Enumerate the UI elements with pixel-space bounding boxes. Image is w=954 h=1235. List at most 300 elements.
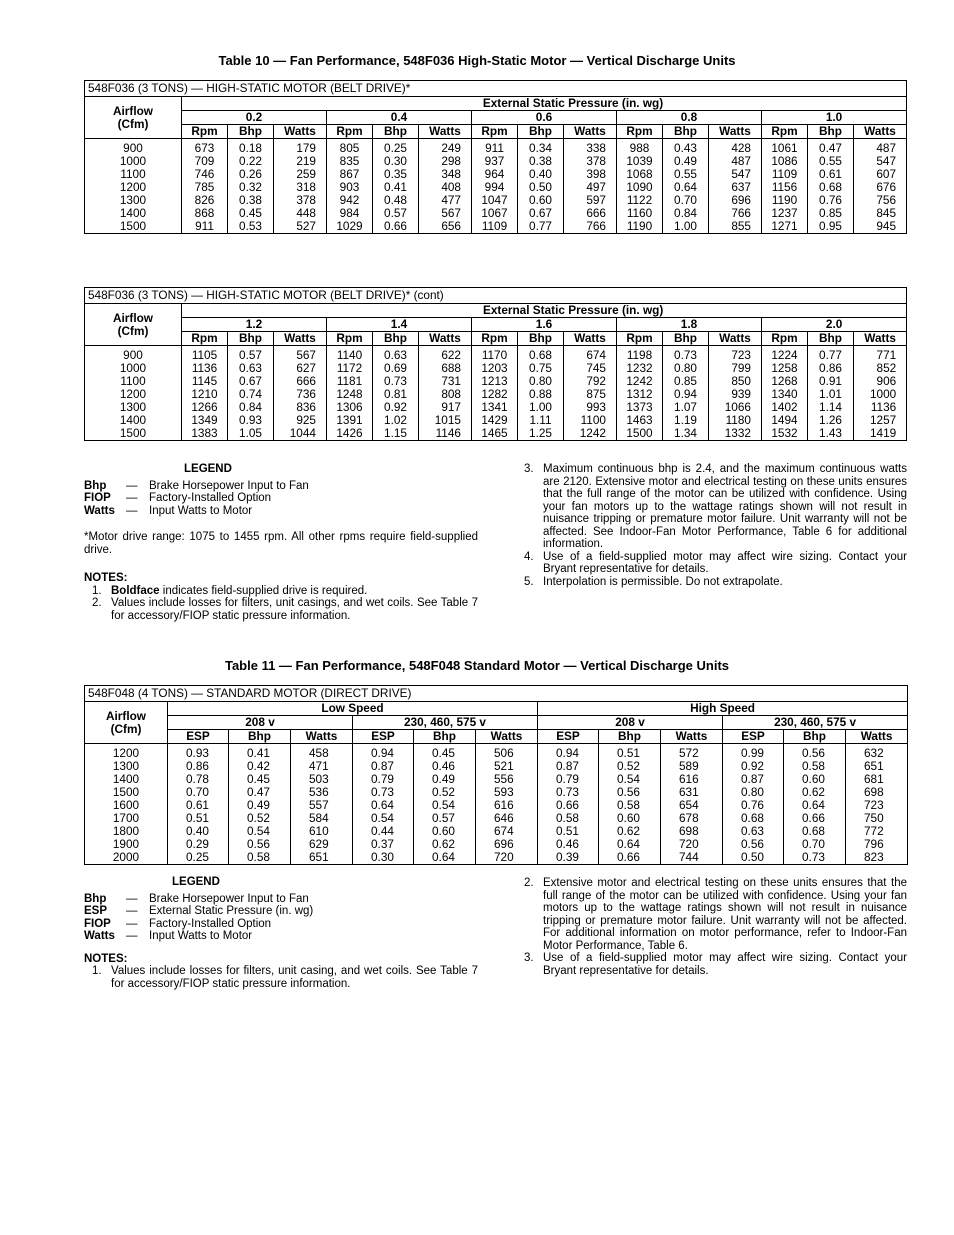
note-5: 5. Interpolation is permissible. Do not extrapolate. <box>524 575 783 588</box>
value-cell: 942 <box>327 194 373 207</box>
airflow-unit: (Cfm) <box>117 116 149 131</box>
airflow-cell: 1700 <box>85 812 168 825</box>
legend-key: FIOP <box>84 917 111 930</box>
airflow-unit: (Cfm) <box>110 721 142 736</box>
column-label: Bhp <box>808 332 854 346</box>
legend-row <box>84 918 478 931</box>
value-cell: 0.91 <box>808 375 854 388</box>
column-label: Watts <box>709 125 762 139</box>
value-cell: 589 <box>661 760 723 773</box>
airflow-cell: 1800 <box>85 825 168 838</box>
value-cell: 0.81 <box>373 388 419 401</box>
note-2: 2. Values include losses for filters, unit casings, and wet coils. See Table 7 for accessory/FIOP static pressure information. <box>92 597 478 622</box>
airflow-cell: 1400 <box>85 773 168 786</box>
value-cell: 0.66 <box>373 220 419 234</box>
legend-key: Watts <box>84 504 115 517</box>
value-cell: 1340 <box>762 388 808 401</box>
value-cell: 0.80 <box>518 375 564 388</box>
value-cell: 0.86 <box>808 362 854 375</box>
value-cell: 875 <box>564 388 617 401</box>
value-cell: 0.25 <box>168 851 229 865</box>
value-cell: 1.11 <box>518 414 564 427</box>
value-cell: 1047 <box>472 194 518 207</box>
value-cell: 0.62 <box>599 825 661 838</box>
value-cell: 0.45 <box>229 773 291 786</box>
value-cell: 0.56 <box>229 838 291 851</box>
value-cell: 506 <box>476 744 538 761</box>
value-cell: 698 <box>661 825 723 838</box>
legend-dash: — <box>126 504 138 517</box>
value-cell: 0.66 <box>538 799 599 812</box>
column-label: Rpm <box>617 332 663 346</box>
value-cell: 0.45 <box>414 744 476 761</box>
value-cell: 678 <box>661 812 723 825</box>
value-cell: 521 <box>476 760 538 773</box>
value-cell: 835 <box>327 155 373 168</box>
value-cell: 867 <box>327 168 373 181</box>
note-3: 3. Maximum continuous bhp is 2.4, and the maximum continuous watts are 2120. Extensive motor and electrical testing on these units ensures that the full range of the motor can be utilized with confidence. Using your fan motors up to the wattage ratings shown will not result in nuisance tripping or premature motor failure. Unit warranty will not be affected. See Indoor-Fan Motor Performance, Table 6 for additional information. <box>524 463 907 550</box>
column-label: Watts <box>854 332 907 346</box>
value-cell: 0.30 <box>353 851 414 865</box>
value-cell: 318 <box>274 181 327 194</box>
value-cell: 0.47 <box>229 786 291 799</box>
value-cell: 745 <box>564 362 617 375</box>
value-cell: 1232 <box>617 362 663 375</box>
legend-desc: Factory-Installed Option <box>149 917 272 930</box>
value-cell: 0.64 <box>599 838 661 851</box>
legend-dash: — <box>126 917 138 930</box>
value-cell: 925 <box>274 414 327 427</box>
value-cell: 1224 <box>762 346 808 363</box>
value-cell: 0.40 <box>518 168 564 181</box>
value-cell: 0.57 <box>228 346 274 363</box>
value-cell: 723 <box>709 346 762 363</box>
value-cell: 0.79 <box>353 773 414 786</box>
notes-list <box>84 585 478 623</box>
value-cell: 1140 <box>327 346 373 363</box>
legend-list <box>84 480 478 518</box>
note-4: 4. Use of a field-supplied motor may affect wire sizing. Contact your Bryant representative for details. <box>524 550 907 575</box>
pressure-header: 1.0 <box>762 111 907 125</box>
value-cell: 0.63 <box>373 346 419 363</box>
value-cell: 1248 <box>327 388 373 401</box>
value-cell: 0.56 <box>784 744 846 761</box>
value-cell: 0.79 <box>538 773 599 786</box>
legend-dash: — <box>126 930 138 942</box>
value-cell: 0.55 <box>663 168 709 181</box>
value-cell: 0.94 <box>538 744 599 761</box>
value-cell: 0.45 <box>228 207 274 220</box>
value-cell: 398 <box>564 168 617 181</box>
pressure-header: 1.2 <box>182 318 327 332</box>
pressure-header: 0.8 <box>617 111 762 125</box>
value-cell: 0.58 <box>784 760 846 773</box>
value-cell: 666 <box>564 207 617 220</box>
value-cell: 1029 <box>327 220 373 234</box>
value-cell: 593 <box>476 786 538 799</box>
motor-drive-footnote: *Motor drive range: 1075 to 1455 rpm. All other rpms require field-supplied drive. <box>84 531 478 556</box>
column-label: Watts <box>476 730 538 744</box>
value-cell: 0.44 <box>353 825 414 838</box>
value-cell: 917 <box>419 401 472 414</box>
value-cell: 746 <box>182 168 228 181</box>
value-cell: 1282 <box>472 388 518 401</box>
value-cell: 698 <box>846 786 908 799</box>
value-cell: 1.01 <box>808 388 854 401</box>
column-label-row <box>85 125 907 139</box>
value-cell: 1.00 <box>518 401 564 414</box>
value-cell: 1237 <box>762 207 808 220</box>
legend-desc: Input Watts to Motor <box>149 504 253 517</box>
value-cell: 0.34 <box>518 139 564 156</box>
value-cell: 503 <box>291 773 353 786</box>
value-cell: 906 <box>854 375 907 388</box>
table-row <box>85 139 907 156</box>
value-cell: 0.51 <box>599 744 661 761</box>
legend-row <box>84 930 478 943</box>
value-cell: 0.37 <box>353 838 414 851</box>
low-speed-header: Low Speed <box>168 702 538 716</box>
note-1: 1. Values include losses for filters, unit casing, and wet coils. See Table 7 for accessory/FIOP static pressure information. <box>92 965 478 990</box>
column-label: Watts <box>661 730 723 744</box>
value-cell: 0.38 <box>228 194 274 207</box>
value-cell: 556 <box>476 773 538 786</box>
column-label: Rpm <box>327 332 373 346</box>
value-cell: 984 <box>327 207 373 220</box>
airflow-header <box>85 304 182 346</box>
value-cell: 378 <box>564 155 617 168</box>
column-label: Bhp <box>518 332 564 346</box>
column-label: Rpm <box>617 125 663 139</box>
value-cell: 1044 <box>274 427 327 441</box>
column-label: Watts <box>564 332 617 346</box>
value-cell: 666 <box>274 375 327 388</box>
value-cell: 651 <box>291 851 353 865</box>
value-cell: 0.29 <box>168 838 229 851</box>
value-cell: 1271 <box>762 220 808 234</box>
legend-row <box>84 480 478 493</box>
pressure-header: 1.8 <box>617 318 762 332</box>
value-cell: 1066 <box>709 401 762 414</box>
value-cell: 0.49 <box>663 155 709 168</box>
value-cell: 0.64 <box>353 799 414 812</box>
value-cell: 0.49 <box>414 773 476 786</box>
value-cell: 1015 <box>419 414 472 427</box>
caption-row <box>85 81 907 97</box>
value-cell: 0.46 <box>538 838 599 851</box>
value-cell: 0.49 <box>229 799 291 812</box>
value-cell: 616 <box>661 773 723 786</box>
value-cell: 850 <box>709 375 762 388</box>
value-cell: 1190 <box>617 220 663 234</box>
column-label: Watts <box>291 730 353 744</box>
legend-row <box>84 505 478 518</box>
value-cell: 0.53 <box>228 220 274 234</box>
value-cell: 796 <box>846 838 908 851</box>
airflow-header <box>85 702 168 744</box>
legend-key: ESP <box>84 905 108 917</box>
column-label: Bhp <box>663 125 709 139</box>
value-cell: 0.94 <box>353 744 414 761</box>
column-label: Bhp <box>599 730 661 744</box>
value-cell: 0.51 <box>538 825 599 838</box>
value-cell: 1242 <box>617 375 663 388</box>
value-cell: 1383 <box>182 427 228 441</box>
column-label: Bhp <box>373 125 419 139</box>
value-cell: 0.38 <box>518 155 564 168</box>
value-cell: 0.56 <box>599 786 661 799</box>
value-cell: 622 <box>419 346 472 363</box>
value-cell: 808 <box>419 388 472 401</box>
note-1-bold: Boldface <box>111 584 160 597</box>
value-cell: 1181 <box>327 375 373 388</box>
value-cell: 1100 <box>564 414 617 427</box>
pressure-row <box>85 318 907 332</box>
table-row <box>85 851 908 865</box>
value-cell: 1419 <box>854 427 907 441</box>
column-label: Watts <box>854 125 907 139</box>
value-cell: 1494 <box>762 414 808 427</box>
value-cell: 631 <box>661 786 723 799</box>
column-label: Rpm <box>472 125 518 139</box>
column-label: Rpm <box>182 332 228 346</box>
value-cell: 527 <box>274 220 327 234</box>
airflow-cell: 1200 <box>85 388 182 401</box>
legend-dash: — <box>126 892 138 905</box>
value-cell: 823 <box>846 851 908 865</box>
airflow-cell: 1300 <box>85 760 168 773</box>
airflow-cell: 1500 <box>85 786 168 799</box>
value-cell: 0.50 <box>723 851 784 865</box>
value-cell: 736 <box>274 388 327 401</box>
column-label: Watts <box>846 730 908 744</box>
value-cell: 0.58 <box>538 812 599 825</box>
value-cell: 1198 <box>617 346 663 363</box>
airflow-label: Airflow <box>113 103 153 118</box>
notes-title: NOTES: <box>84 952 128 965</box>
value-cell: 1463 <box>617 414 663 427</box>
table11 <box>84 685 908 865</box>
value-cell: 477 <box>419 194 472 207</box>
column-label: Bhp <box>414 730 476 744</box>
column-label: Bhp <box>518 125 564 139</box>
value-cell: 632 <box>846 744 908 761</box>
column-label: Rpm <box>762 125 808 139</box>
value-cell: 1145 <box>182 375 228 388</box>
value-cell: 0.46 <box>414 760 476 773</box>
header-row-1 <box>85 304 907 318</box>
value-cell: 1429 <box>472 414 518 427</box>
value-cell: 0.80 <box>723 786 784 799</box>
value-cell: 0.73 <box>373 375 419 388</box>
value-cell: 0.87 <box>538 760 599 773</box>
column-label: Rpm <box>762 332 808 346</box>
value-cell: 348 <box>419 168 472 181</box>
value-cell: 567 <box>419 207 472 220</box>
value-cell: 1.02 <box>373 414 419 427</box>
value-cell: 1.15 <box>373 427 419 441</box>
value-cell: 1332 <box>709 427 762 441</box>
value-cell: 0.61 <box>168 799 229 812</box>
value-cell: 567 <box>274 346 327 363</box>
value-cell: 0.88 <box>518 388 564 401</box>
value-cell: 1039 <box>617 155 663 168</box>
value-cell: 964 <box>472 168 518 181</box>
value-cell: 298 <box>419 155 472 168</box>
value-cell: 0.70 <box>168 786 229 799</box>
column-label: ESP <box>723 730 784 744</box>
value-cell: 487 <box>854 139 907 156</box>
esp-header: External Static Pressure (in. wg) <box>182 304 907 318</box>
voltage-row <box>85 716 908 730</box>
value-cell: 1306 <box>327 401 373 414</box>
value-cell: 855 <box>709 220 762 234</box>
legend-dash: — <box>126 905 138 917</box>
value-cell: 744 <box>661 851 723 865</box>
table-row <box>85 220 907 234</box>
value-cell: 0.54 <box>353 812 414 825</box>
value-cell: 0.55 <box>808 155 854 168</box>
value-cell: 408 <box>419 181 472 194</box>
value-cell: 0.66 <box>599 851 661 865</box>
airflow-cell: 1200 <box>85 744 168 761</box>
value-cell: 0.25 <box>373 139 419 156</box>
value-cell: 1213 <box>472 375 518 388</box>
value-cell: 836 <box>274 401 327 414</box>
value-cell: 0.52 <box>414 786 476 799</box>
value-cell: 637 <box>709 181 762 194</box>
pressure-header: 0.2 <box>182 111 327 125</box>
value-cell: 0.73 <box>353 786 414 799</box>
value-cell: 988 <box>617 139 663 156</box>
airflow-cell: 1400 <box>85 207 182 220</box>
value-cell: 0.68 <box>784 825 846 838</box>
value-cell: 1.43 <box>808 427 854 441</box>
header-row-1 <box>85 97 907 111</box>
value-cell: 1266 <box>182 401 228 414</box>
value-cell: 627 <box>274 362 327 375</box>
note-1: 1. Boldface indicates field-supplied drive is required. <box>92 584 368 597</box>
column-label: Bhp <box>663 332 709 346</box>
value-cell: 1109 <box>472 220 518 234</box>
column-label: Rpm <box>182 125 228 139</box>
voltage-header: 230, 460, 575 v <box>723 716 908 730</box>
airflow-header <box>85 97 182 139</box>
value-cell: 903 <box>327 181 373 194</box>
column-label: Bhp <box>228 332 274 346</box>
value-cell: 868 <box>182 207 228 220</box>
airflow-cell: 1100 <box>85 168 182 181</box>
value-cell: 0.50 <box>518 181 564 194</box>
value-cell: 1172 <box>327 362 373 375</box>
value-cell: 0.63 <box>723 825 784 838</box>
value-cell: 1122 <box>617 194 663 207</box>
column-label: Bhp <box>229 730 291 744</box>
value-cell: 646 <box>476 812 538 825</box>
value-cell: 1.25 <box>518 427 564 441</box>
airflow-cell: 900 <box>85 139 182 156</box>
value-cell: 0.85 <box>808 207 854 220</box>
value-cell: 0.58 <box>229 851 291 865</box>
value-cell: 656 <box>419 220 472 234</box>
value-cell: 471 <box>291 760 353 773</box>
airflow-unit: (Cfm) <box>117 323 149 338</box>
value-cell: 674 <box>564 346 617 363</box>
value-cell: 0.60 <box>599 812 661 825</box>
value-cell: 1068 <box>617 168 663 181</box>
value-cell: 826 <box>182 194 228 207</box>
pressure-header: 0.6 <box>472 111 617 125</box>
value-cell: 1146 <box>419 427 472 441</box>
value-cell: 259 <box>274 168 327 181</box>
value-cell: 1268 <box>762 375 808 388</box>
table10-part2 <box>84 287 907 441</box>
value-cell: 1373 <box>617 401 663 414</box>
value-cell: 939 <box>709 388 762 401</box>
legend-desc: Input Watts to Motor <box>149 930 253 942</box>
value-cell: 674 <box>476 825 538 838</box>
value-cell: 0.87 <box>353 760 414 773</box>
legend-desc: External Static Pressure (in. wg) <box>149 905 314 917</box>
value-cell: 1190 <box>762 194 808 207</box>
value-cell: 0.54 <box>414 799 476 812</box>
value-cell: 0.69 <box>373 362 419 375</box>
legend-row <box>84 905 478 918</box>
value-cell: 0.39 <box>538 851 599 865</box>
value-cell: 1136 <box>182 362 228 375</box>
legend-title: LEGEND <box>184 463 232 475</box>
value-cell: 681 <box>846 773 908 786</box>
value-cell: 1160 <box>617 207 663 220</box>
value-cell: 448 <box>274 207 327 220</box>
value-cell: 0.93 <box>228 414 274 427</box>
value-cell: 945 <box>854 220 907 234</box>
legend-key: Watts <box>84 930 115 942</box>
value-cell: 799 <box>709 362 762 375</box>
voltage-header: 208 v <box>538 716 723 730</box>
value-cell: 0.73 <box>663 346 709 363</box>
column-label: Watts <box>419 332 472 346</box>
value-cell: 1090 <box>617 181 663 194</box>
value-cell: 845 <box>854 207 907 220</box>
value-cell: 0.84 <box>663 207 709 220</box>
value-cell: 0.94 <box>663 388 709 401</box>
speed-row <box>85 702 908 716</box>
value-cell: 1402 <box>762 401 808 414</box>
value-cell: 937 <box>472 155 518 168</box>
value-cell: 785 <box>182 181 228 194</box>
value-cell: 1.00 <box>663 220 709 234</box>
column-label: Watts <box>274 332 327 346</box>
value-cell: 0.42 <box>229 760 291 773</box>
airflow-cell: 1000 <box>85 362 182 375</box>
legend-desc: Factory-Installed Option <box>149 492 272 504</box>
value-cell: 629 <box>291 838 353 851</box>
value-cell: 1.14 <box>808 401 854 414</box>
value-cell: 0.85 <box>663 375 709 388</box>
value-cell: 0.76 <box>808 194 854 207</box>
voltage-header: 230, 460, 575 v <box>353 716 538 730</box>
value-cell: 771 <box>854 346 907 363</box>
legend-desc: Brake Horsepower Input to Fan <box>149 479 309 492</box>
value-cell: 536 <box>291 786 353 799</box>
column-label: Bhp <box>373 332 419 346</box>
value-cell: 0.73 <box>784 851 846 865</box>
legend-key: Bhp <box>84 479 107 492</box>
value-cell: 1500 <box>617 427 663 441</box>
table11-notes-right <box>516 877 907 977</box>
airflow-cell: 900 <box>85 346 182 363</box>
